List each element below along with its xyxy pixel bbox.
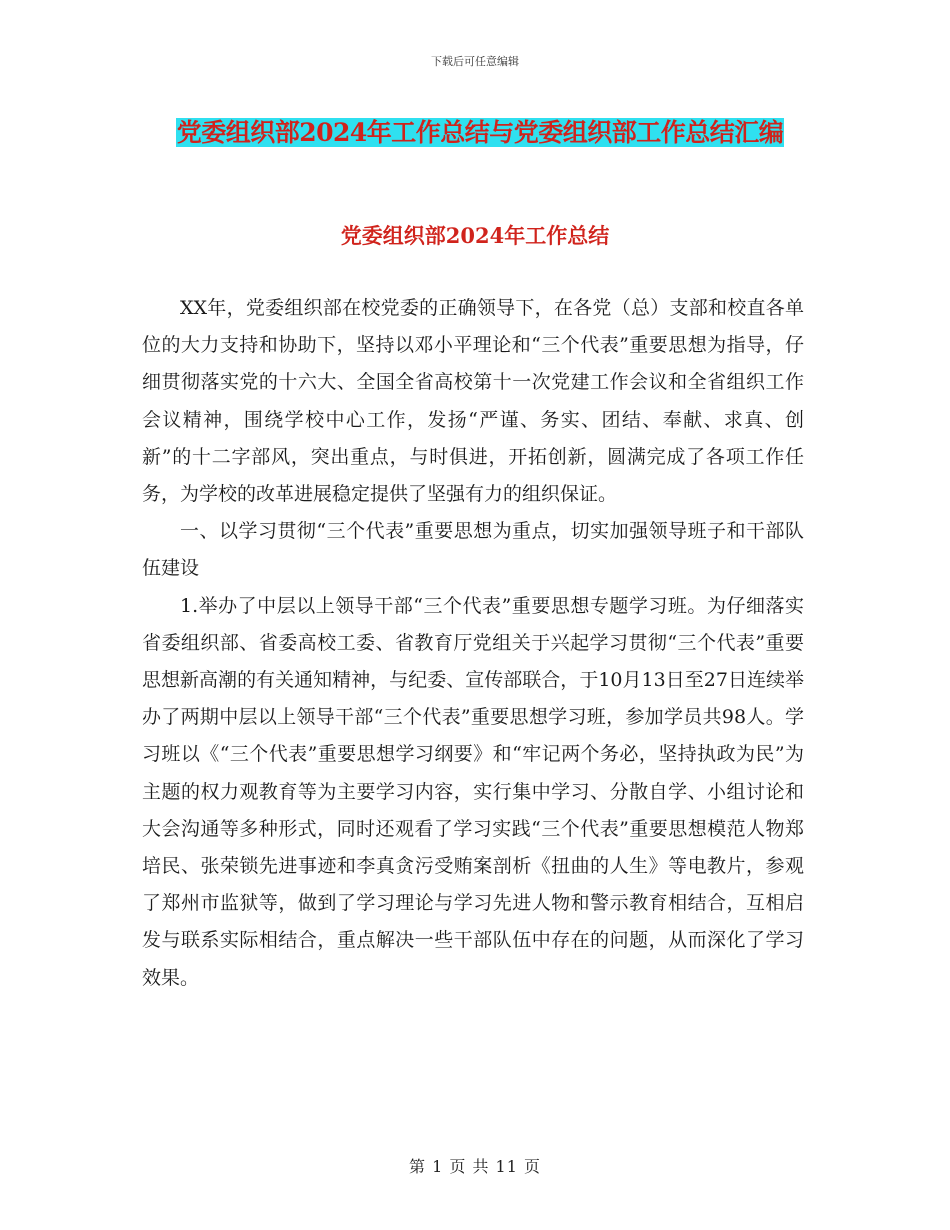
page-number: 第 1 页 共 11 页 <box>409 1157 541 1176</box>
paragraph-heading-1: 一、以学习贯彻“三个代表”重要思想为重点，切实加强领导班子和干部队伍建设 <box>142 520 804 580</box>
document-title-text: 党委组织部2024年工作总结与党委组织部工作总结汇编 <box>176 118 784 147</box>
paragraph-item-1: 1.举办了中层以上领导干部“三个代表”重要思想专题学习班。为仔细落实省委组织部、省委高校工委、省教育厅党组关于兴起学习贯彻“三个代表”重要思想新高潮的有关通知精神，与纪委、宣传部联合，于10月13日至27日连续举办了两期中层以上领导干部“三个代表”重要思想学习班，参加学员共98人。学习班以《“三个代表”重要思想学习纲要》和“牢记两个务必，坚持执政为民”为主题的权力观教育等为主要学习内容，实行集中学习、分散自学、小组讨论和大会沟通等多种形式，同时还观看了学习实践“三个代表”重要思想模范人物郑培民、张荣锁先进事迹和李真贪污受贿案剖析《扭曲的人生》等电教片，参观了郑州市监狱等，做到了学习理论与学习先进人物和警示教育相结合，互相启发与联系实际相结合，重点解决一些干部队伍中存在的问题，从而深化了学习效果。 <box>142 594 804 989</box>
document-title <box>140 108 820 157</box>
header-note: 下载后可任意编辑 <box>431 55 519 68</box>
document-body <box>142 290 804 997</box>
section-title: 党委组织部2024年工作总结 <box>340 223 610 248</box>
paragraph-intro: XX年，党委组织部在校党委的正确领导下，在各党（总）支部和校直各单位的大力支持和协助下，坚持以邓小平理论和“三个代表”重要思想为指导，仔细贯彻落实党的十六大、全国全省高校第十一次党建工作会议和全省组织工作会议精神，围绕学校中心工作，发扬“严谨、务实、团结、奉献、求真、创新”的十二字部风，突出重点，与时俱进，开拓创新，圆满完成了各项工作任务，为学校的改革进展稳定提供了坚强有力的组织保证。 <box>142 297 804 506</box>
